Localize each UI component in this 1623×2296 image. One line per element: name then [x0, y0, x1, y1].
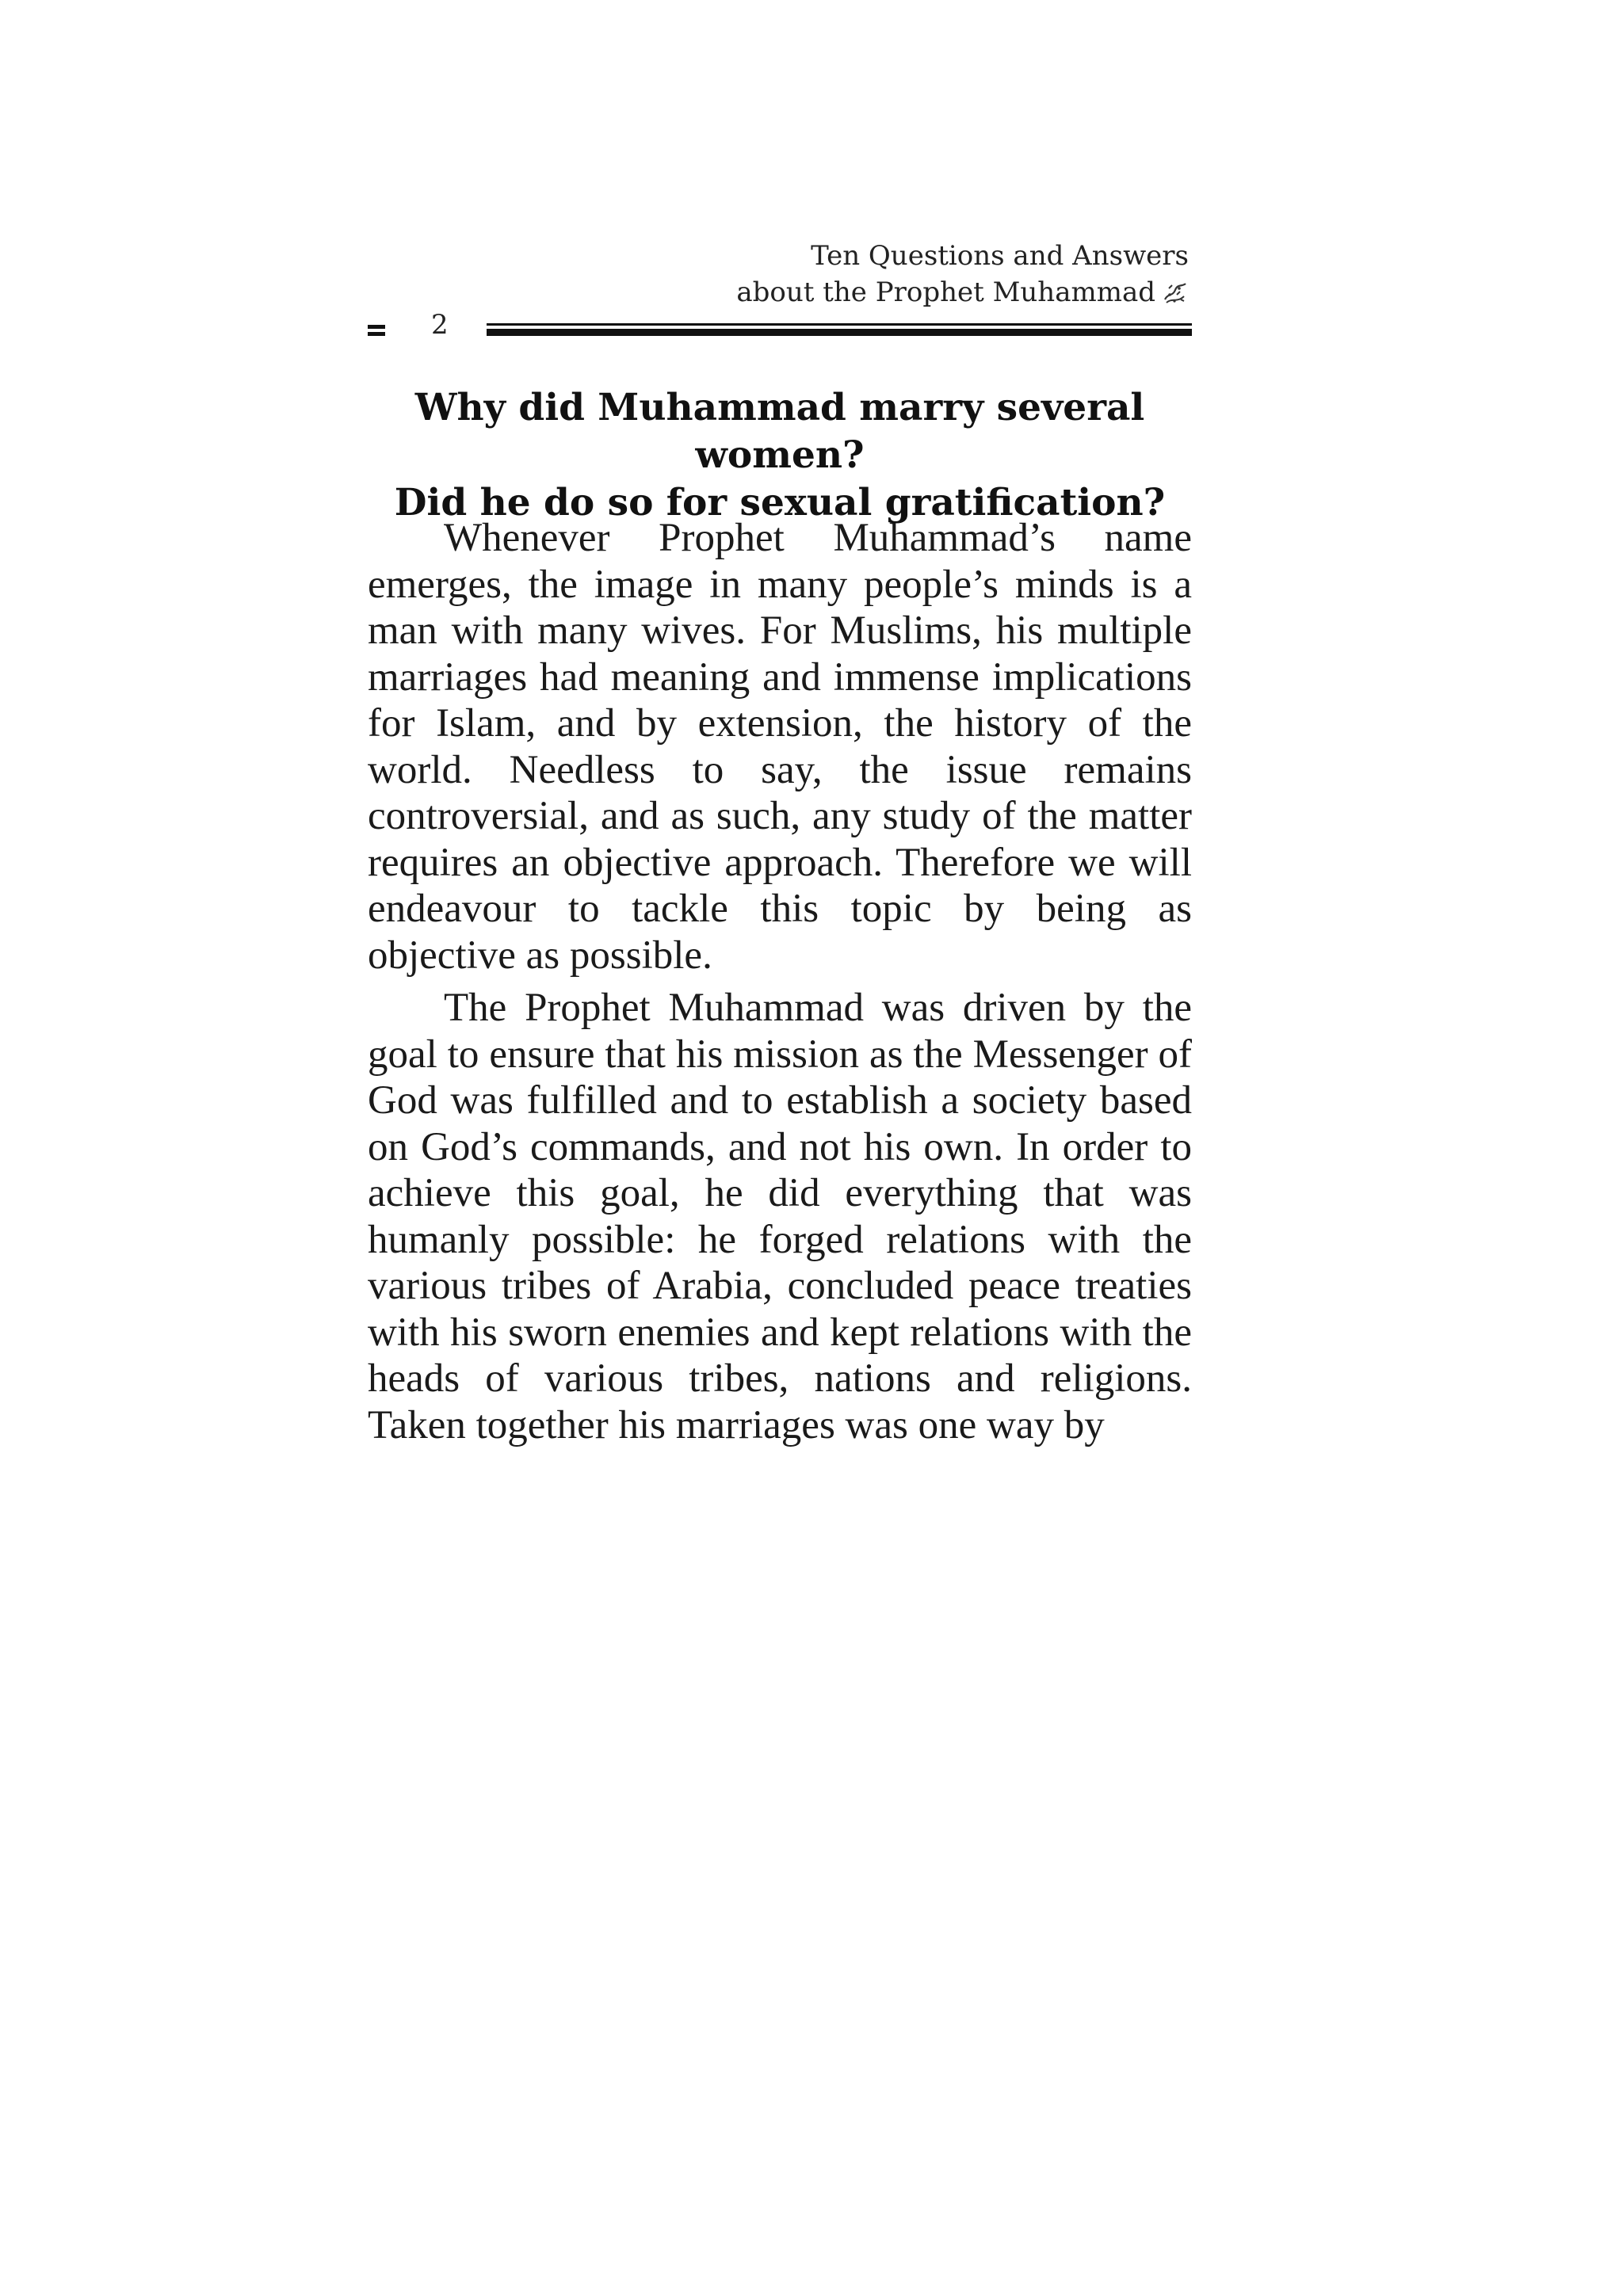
- chapter-title-line-2: Did he do so for sexual gratification?: [394, 481, 1166, 524]
- book-title-line-1: Ten Questions and Answers: [811, 240, 1189, 272]
- header-rule: [487, 323, 1192, 336]
- paragraph: Whenever Prophet Muhammad’s name emerges, the image in many people’s minds is a man with many wives. For Muslims, his multiple marriages had meaning and immense implications for Islam, and by extension, the history of the world. Needless to say, the issue remains controversial, and as such, any study of the matter requires an objective approach. Therefore we will endeavour to tackle this topic by being as objective as possible.: [368, 516, 1192, 978]
- header-rule-row: [368, 309, 1192, 345]
- book-title-line-2: about the Prophet Muhammad: [736, 277, 1155, 308]
- chapter-title-line-1: Why did Muhammad marry several women?: [414, 386, 1145, 477]
- body-text: [368, 515, 1192, 1455]
- chapter-title: [368, 384, 1192, 527]
- running-header: [736, 238, 1189, 311]
- pbuh-calligraphy-icon: [1162, 279, 1189, 306]
- page-number: 2: [431, 309, 449, 341]
- double-bar-marker-icon: [368, 325, 385, 341]
- book-title-line-2-row: [736, 274, 1189, 311]
- paragraph: The Prophet Muhammad was driven by the goal to ensure that his mission as the Messenger of God was fulfilled and to establish a society based on God’s commands, and not his own. In order to achieve this goal, he did everything that was humanly possible: he forged relations with the various tribes of Arabia, concluded peace treaties with his sworn enemies and kept relations with the heads of various tribes, nations and religions. Taken together his marriages was one way by: [368, 986, 1192, 1447]
